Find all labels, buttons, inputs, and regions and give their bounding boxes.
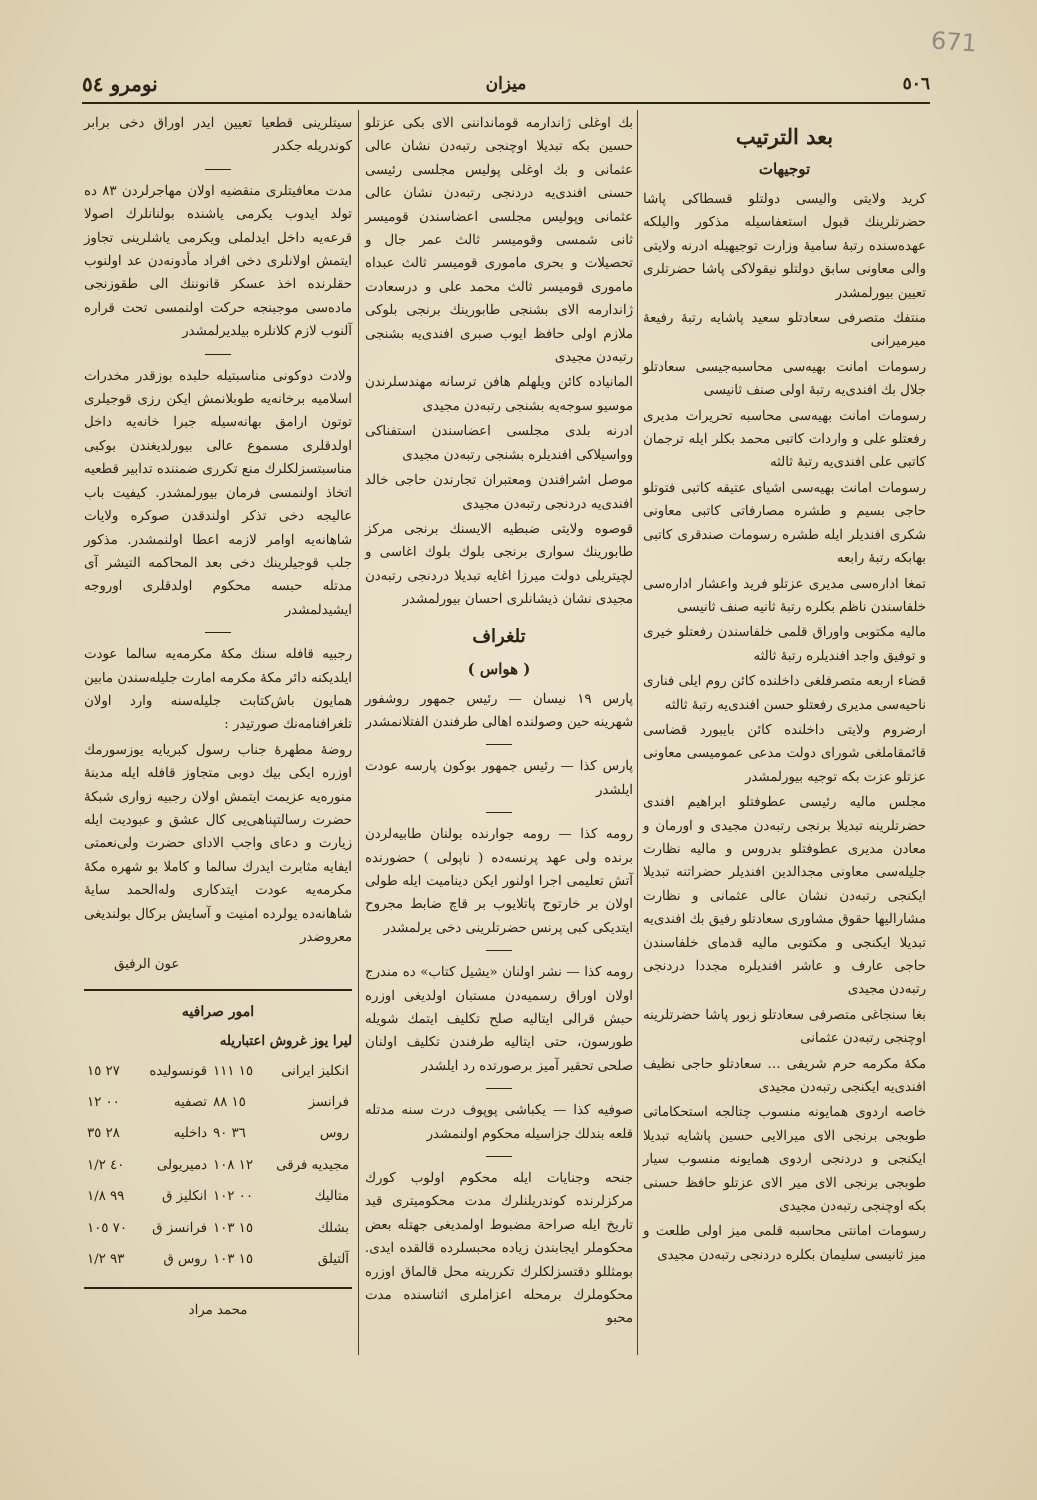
- telegram-item: رومه کذا — رومه جوارنده بولنان طابیه‌لردن برنده ولی عهد پرنسه‌ده ( ناپولی ) حضورنده آتش تعلیمی اجرا اولنور ایکن دینامیت ایله طولی اولان بر خارتوج پاتلایوب بر قاچ ضابط مجروح ایتدیکی کبی پرنس حضرتلرینی دخی یرلمشدر: [365, 827, 633, 936]
- currency-name: انکلیز ایرانی: [281, 1063, 349, 1079]
- bond-value: ٩٣ ١/٢: [87, 1252, 125, 1268]
- table-row: [84, 1213, 352, 1244]
- appointment-paragraph: رسومات امانت بهیه‌سی اشیای عتیقه کاتبی فتوتلو حاجی بسیم و طشره مصارفاتی کاتبی معاونی شکری افندیلر ایله طشره رسومات صندقری کاتبی بهابکه رتبهٔ رابعه: [643, 480, 926, 567]
- table-row: [84, 1056, 352, 1087]
- currency-value: ٠٠ ١٠٢: [213, 1189, 253, 1205]
- decoration-paragraph: ادرنه بلدی مجلسی اعضاسندن استفناکی وواسیلاکی افندیلره بشنجی رتبه‌دن مجیدی: [365, 424, 633, 463]
- signature: عون الرفیق: [114, 957, 180, 973]
- bond-name: انکلیز ق: [161, 1189, 207, 1205]
- news-paragraph: رجبیه قافله سنك مکهٔ مکرمه‌یه سالما عودت ایلدیکنه دائر مکهٔ مکرمه امارت جلیله‌سندن مابین همایون باش‌کتابت جلیله‌سنه وارد اولان تلغرافنامه‌نك صورتیدر :: [84, 647, 352, 733]
- bond-value: ٠٠ ١٢: [87, 1095, 120, 1111]
- bond-name: داخلیه: [173, 1126, 207, 1142]
- decoration-paragraph: المانیاده کائن ویلهلم هافن ترسانه مهندسلرندن موسیو سوجه‌یه بشنجی رتبه‌دن مجیدی: [365, 375, 633, 414]
- currency-name: آلتیلق: [317, 1252, 349, 1268]
- appointment-paragraph: رسومات امانت بهیه‌سی محاسبه تحریرات مدیری رفعتلو علی و واردات کاتبی محمد بکلر ایله ترجمان کاتبی علی افندی‌یه رتبهٔ ثالثه: [643, 408, 926, 471]
- appointment-paragraph: تمغا اداره‌سی مدیری عزتلو فرید واعشار اداره‌سی خلفاسندن ناظم بکلره رتبهٔ ثانیه صنف ثانیسی: [643, 576, 926, 615]
- exchange-rates-table: [84, 1056, 352, 1276]
- currency-name: روس: [319, 1126, 349, 1142]
- heavy-rule: [84, 1287, 352, 1289]
- right-column: [643, 112, 926, 1267]
- separator: [486, 744, 512, 745]
- bond-name: روس ق: [163, 1252, 207, 1268]
- subtitle-havas: ( هواس ): [467, 659, 531, 678]
- bond-name: تصفیه: [173, 1095, 207, 1111]
- currency-value: ١٢ ١٠٨: [213, 1157, 253, 1173]
- table-row: [84, 1150, 352, 1181]
- telegram-item: پارس کذا — رئیس جمهور بوکون پارسه عودت ایلشدر: [365, 759, 633, 798]
- heavy-rule: [84, 989, 352, 991]
- currency-value: ١٥ ٨٨: [213, 1095, 246, 1111]
- news-paragraph: مدت معافیتلری منقضیه اولان مهاجرلردن ٨٣ ده تولد ایدوب یکرمی یاشنده بولنانلرك اصولا قرعه‌یه داخل ایدلملی ویکرمی یاشلرینی تجاوز ایتمش اولانلری دخی افراد مأدونه‌دن عد اولنوب حقلرنده اخذ عسکر قانوننك الی طقوزنجی ماده‌سی موجبنجه حرکت اولنمسی تحت قراره آلنوب لازم کلانلره بیلدیرلمشدر: [84, 183, 352, 340]
- currency-name: فرانسز: [308, 1095, 349, 1111]
- bond-name: قونسولیده: [149, 1063, 207, 1079]
- currency-name: بشلك: [317, 1220, 349, 1236]
- telegram-item: رومه کذا — نشر اولنان «یشیل کتاب» ده مندرج اولان اوراق رسمیه‌دن مستبان اولدیغی اوزره حبش قرالی ایتالیه صلح تکلیف ایتمك شویله طورسون، حتی ایتالیه طرفندن تکلیف اولنان صلحی تحقیر آمیز برصورتده رد ایلشدر: [365, 965, 633, 1074]
- separator: [205, 169, 231, 170]
- page-number: ٥٠٦: [902, 74, 930, 94]
- separator: [205, 354, 231, 355]
- telegram-text: روضهٔ مطهرهٔ جناب رسول کبریایه یوزسورمك اوزره ایکی بیك دوبی متجاوز قافله ایله مدینهٔ منوره‌یه عزیمت ایتمش اولان رجبیه زواری شبکهٔ حضرت رسالتپناهی‌یی کال عشق و عبودیت ایله زیارت و دعای واجب الادای حضرت ولی‌نعمتی ایفایه مثابرت ایدرك سالما و کاملا بو شهره مکهٔ مکرمه‌یه عودت ایتدکاری وله‌الحمد سایهٔ شاهانه‌ده یولرده امنیت و آسایش برکال بولندیغی معروضدر: [84, 742, 352, 945]
- column-divider-left: [358, 110, 359, 1355]
- telegram-item: پارس ١٩ نیسان — رئیس جمهور روشفور شهرینه حین وصولنده اهالی طرفندن الفتلانمشدر: [365, 691, 633, 730]
- currency-name: متالیك: [314, 1189, 349, 1205]
- bond-value: ٩٩ ١/٨: [87, 1189, 125, 1205]
- separator: [486, 1088, 512, 1089]
- news-paragraph: جنحه وجنایات ایله محکوم اولوب کورك مرکزلرنده کوندریلنلرك مدت محکومیتری قید تاریخ ایله صراحة مضبوط اولمدیغی جهتله بعض محکوملر ایجابندن زیاده محبسلرده قالقده ایدی. بومثللو دقتسزلکلرك تکررینه محل قالماق اوزره محکوملرك برمحله اعزاملری اثناسنده مدت محبو: [365, 1171, 633, 1327]
- appointment-paragraph: ارضروم ولایتی داخلنده کائن بایبورد قضاسی قائمقاملغی شورای دولت مدعی عمومیسی معاونی عزتلو عزت بکه توجیه بیورلمشدر: [643, 722, 926, 785]
- section-title-after-arrangement: بعد الترتیب: [735, 124, 834, 149]
- currency-value: ١٥ ١٠٣: [213, 1252, 253, 1268]
- table-row: [84, 1181, 352, 1212]
- currency-value: ١٥ ١٠٣: [213, 1220, 253, 1236]
- bond-value: ٤٠ ١/٢: [87, 1157, 125, 1173]
- appointment-paragraph: بغا سنجاغی متصرفی سعادتلو زبور پاشا حضرتلرینه اوچنجی رتبه‌دن عثمانی: [643, 1007, 926, 1047]
- bond-value: ٢٧ ١٥: [87, 1063, 120, 1079]
- bond-name: فرانسز ق: [152, 1220, 207, 1236]
- left-column: [84, 112, 352, 1323]
- news-paragraph: ولادت دوکونی مناسبتیله حلبده بوزقدر مخدرات اسلامیه برخانه‌یه طوبلانمش ایکن رزی قوجیلری توتون ارامق بهانه‌سیله جبرا خانه‌یه داخل اولدقلری مسموع عالی بیورلدیغندن بوکبی مناسبتسزلکلرك منع تکرری ضمننده تدابیر قطعیه اتخاذ اولنمسی فرمان بیورلمشدر. کیفیت باب عالیجه دخی تذکر اولندقدن صوکره ولایات شاهانه‌یه اوامر لازمه اعطا اولنمشدر. مذکور جلب قوجیلرینك دخی بعد المحاکمه التیشر آی مدتله حبسه محکوم اولدقلری اوروجه ایشیدلمشدر: [84, 368, 352, 618]
- telegram-item: صوفیه کذا — یکباشی پوپوف درت سنه مدتله قلعه بندلك جزاسیله محکوم اولنمشدر: [365, 1103, 633, 1142]
- bond-value: ٧٠ ١٠٥: [87, 1220, 127, 1236]
- appointment-paragraph: مکهٔ مکرمه حرم شریفی … سعادتلو حاجی نظیف افندی‌یه ایکنجی رتبه‌دن مجیدی: [643, 1056, 926, 1096]
- separator: [486, 812, 512, 813]
- issue-number: نومرو ٥٤: [82, 72, 158, 96]
- currency-name: مجیدیه فرقی: [276, 1157, 349, 1173]
- decoration-paragraph: بك اوغلی ژاندارمه قومانداننی الای بکی عزتلو حسین بکه تبدیلا اوچنجی رتبه‌دن نشان عالی عثمانی و بك اوغلی پولیس مجلسی رئیسی حسنی افندی‌یه دردنجی رتبه‌دن نشان عالی عثمانی وپولیس مجلسی اعضاسندن قومیسر ثانی شمسی وقومیسر ثالث عمر جال و تحصیلات و بحری ماموری قومیسر ثالث عبداه ماموری قومیسر ثالث محمد علی و درسعادت ژاندارمه الای بشنجی طابورینك برنجی بلوکی ملازم اولی حافظ ایوب صبری افندی‌یه بشنجی رتبه‌دن مجیدی: [365, 116, 633, 366]
- appointment-paragraph: کرید ولایتی والیسی دولتلو قسطاکی پاشا حضرتلرینك قبول استعفاسیله مذکور والیلکه عهده‌سنده رتبهٔ سامیهٔ وزارت توجیهیله ادرنه ولایتی والی معاونی سابق دولتلو نیقولاکی پاشا حضرتلری تعیین بیورلمشدر: [643, 192, 926, 301]
- page-header: [82, 70, 930, 102]
- subtitle-appointments: توجیهات: [758, 160, 811, 178]
- archive-page-mark: 671: [930, 26, 978, 58]
- appointment-paragraph: منتفك متصرفی سعادتلو سعید پاشایه رتبهٔ رفیعهٔ میرمیرانی: [643, 311, 926, 350]
- middle-column: [365, 112, 633, 1331]
- decoration-paragraph: موصل اشرافندن ومعتبران تجارندن حاجی خالد افندی‌یه دردنجی رتبه‌دن مجیدی: [365, 473, 633, 512]
- section-title-telegraph: تلغراف: [472, 625, 526, 647]
- currency-value: ٣٦ ٩٠: [213, 1126, 246, 1142]
- table-row: [84, 1087, 352, 1118]
- separator: [205, 632, 231, 633]
- newspaper-title: میزان: [485, 74, 527, 94]
- table-row: [84, 1244, 352, 1275]
- signature: محمد مراد: [188, 1303, 248, 1319]
- separator: [486, 1156, 512, 1157]
- column-divider-right: [637, 110, 638, 1355]
- currency-value: ١٥ ١١١: [213, 1063, 253, 1079]
- appointment-paragraph: رسومات امانتی محاسبه قلمی میز اولی طلعت و میز ثانیسی سلیمان بکلره دردنجی رتبه‌دن مجیدی: [643, 1224, 926, 1263]
- appointment-paragraph: خاصه اردوی همایونه منسوب چتالجه استحکاماتی طوبجی برنجی الای میرالایی حسین پاشایه تبدیلا ایکنجی و دردنجی اردوی همایونه منسوب سیار طوبجی برنجی الای میر الای عزتلو حافظ حسنی بکه اوچنجی رتبه‌دن مجیدی: [643, 1105, 926, 1215]
- appointment-paragraph: رسومات امانت بهیه‌سی محاسبه‌جیسی سعادتلو جلال بك افندی‌یه رتبهٔ اولی صنف ثانیسی: [643, 359, 926, 399]
- finance-title: امور صرافیه: [181, 1003, 255, 1020]
- appointment-paragraph: قضاء اربعه متصرفلغی داخلنده کائن روم ایلی فناری ناحیه‌سی مدیری رفعتلو حسن افندی‌یه رتبهٔ ثالثه: [642, 674, 926, 713]
- bond-name: دمیریولی: [156, 1157, 207, 1173]
- header-rule: [82, 102, 930, 104]
- separator: [486, 950, 512, 951]
- appointment-paragraph: مالیه مکتوبی واوراق قلمی خلفاسندن رفعتلو خیری و توفیق واجد افندیلره رتبهٔ ثالثه: [643, 625, 926, 664]
- news-paragraph: سیتلرینی قطعیا تعیین ایدر اوراق دخی برابر کوندریله جکدر: [84, 116, 352, 155]
- appointment-paragraph: مجلس مالیه رئیسی عطوفتلو ابراهیم افندی حضرتلرینه تبدیلا برنجی رتبه‌دن مجیدی و اورمان و معادن مدیری عطوفتلو بدروس و مالیه نظارت جلیله‌سی معاونی مجدالدین افندیلر حضراتنه تبدیلا ایکنجی رتبه‌دن نشان عالی عثمانی و نظارت مشارالیها حقوق مشاوری سعادتلو رفیق بك افندی‌یه تبدیلا ایکنجی و مکتوبی مالیه قدمای خلفاسندن حاجی عارف و عاشر افندیلره مجددا دردنجی رتبه‌دن مجیدی: [643, 795, 926, 998]
- finance-header: لیرا یوز غروش اعتباریله: [219, 1034, 352, 1050]
- decoration-paragraph: قوصوه ولایتی ضبطیه الایسنك برنجی مرکز طابورینك سواری برنجی بلوك بلوك اغاسی و لچیتریلی دولت میرزا اغایه تبدیلا دردنجی رتبه‌دن مجیدی نشان ذیشانلری احسان بیورلمشدر: [365, 521, 633, 608]
- bond-value: ٢٨ ٣٥: [87, 1126, 120, 1142]
- table-row: [84, 1118, 352, 1149]
